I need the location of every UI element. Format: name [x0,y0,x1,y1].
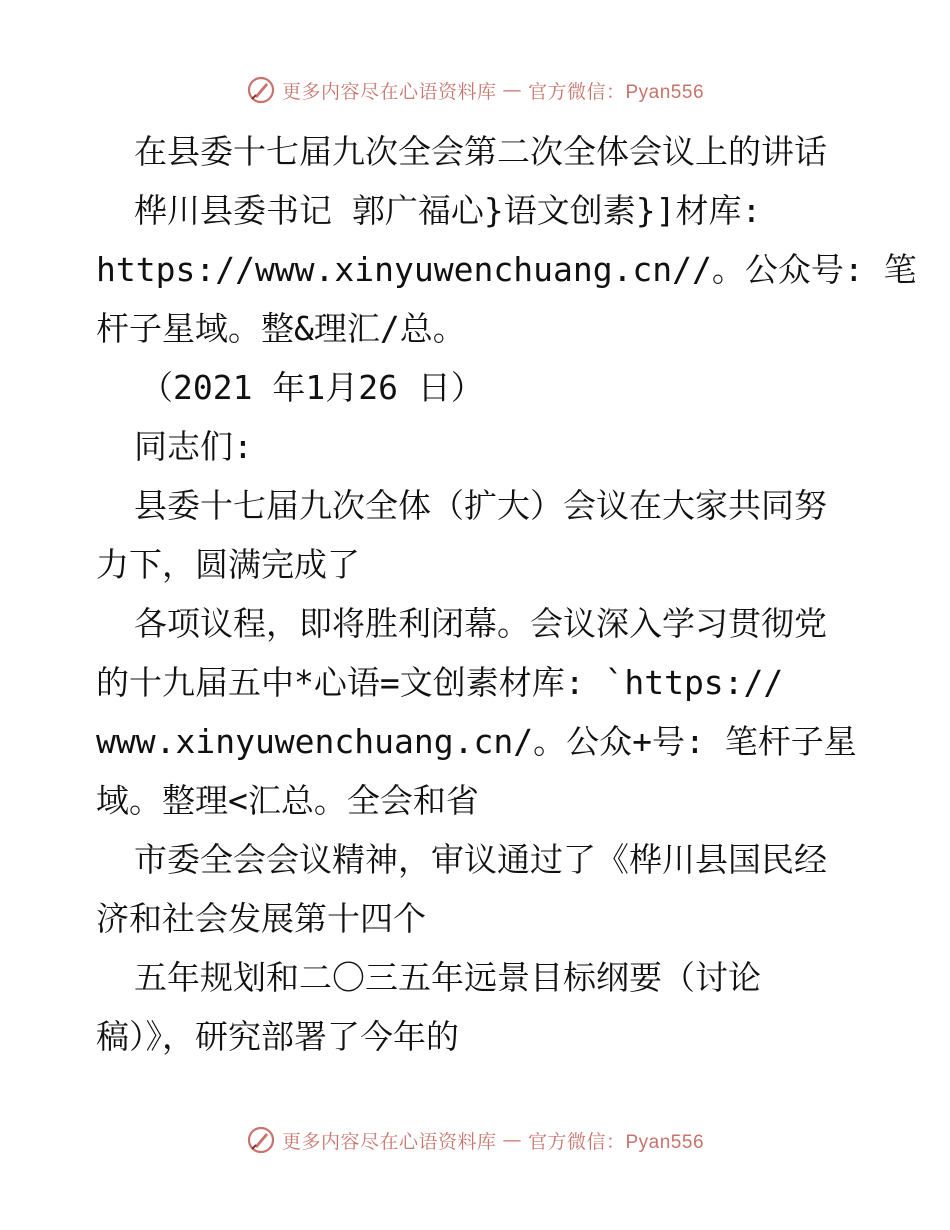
document-body [96,122,917,1066]
watermark-dash: — [502,79,522,101]
paragraph-line: 各项议程，即将胜利闭幕。会议深入学习贯彻党 [134,604,827,643]
paragraph-line: 稿）》，研究部署了今年的 [96,1017,459,1056]
date-line: （2021 年1月26 日） [140,368,484,407]
speaker-line: 桦川县委书记 郭广福心}语文创素}]材库: [134,191,762,230]
paragraph-line: 力下，圆满完成了 [96,545,360,584]
paragraph-line: 济和社会发展第十四个 [96,899,426,938]
watermark-brand [246,75,704,105]
paragraph-line: 五年规划和二〇三五年远景目标纲要（讨论 [134,958,761,997]
page-footer-watermark [0,1120,950,1160]
speech-title: 在县委十七届九次全会第二次全体会议上的讲话 [134,132,827,171]
watermark-main-text: 更多内容尽在心语资料库 [281,1130,497,1153]
watermark-wechat-text: 官方微信：Pyan556 [528,81,705,103]
page-header-watermark [0,70,950,110]
watermark-dash: — [502,1129,522,1151]
watermark-brand [246,1125,704,1155]
paragraph-line: 县委十七届九次全体（扩大）会议在大家共同努 [134,486,827,525]
paragraph-line: 市委全会会议精神，审议通过了《桦川县国民经 [134,840,827,879]
quill-logo-icon [246,1125,276,1155]
paragraph-line: www.xinyuwenchuang.cn/。公众+号: 笔杆子星 [96,722,857,761]
quill-logo-icon [246,75,276,105]
watermark-wechat-text: 官方微信：Pyan556 [528,1131,705,1153]
watermark-main-text: 更多内容尽在心语资料库 [281,80,497,103]
paragraph-line: 域。整理<汇总。全会和省 [96,781,479,820]
text-line: https://www.xinyuwenchuang.cn//。公众号: 笔 [96,250,917,289]
salutation: 同志们: [134,427,253,466]
paragraph-line: 的十九届五中*心语=文创素材库: `https:// [96,663,784,702]
text-line: 杆子星域。整&理汇/总。 [96,309,466,348]
